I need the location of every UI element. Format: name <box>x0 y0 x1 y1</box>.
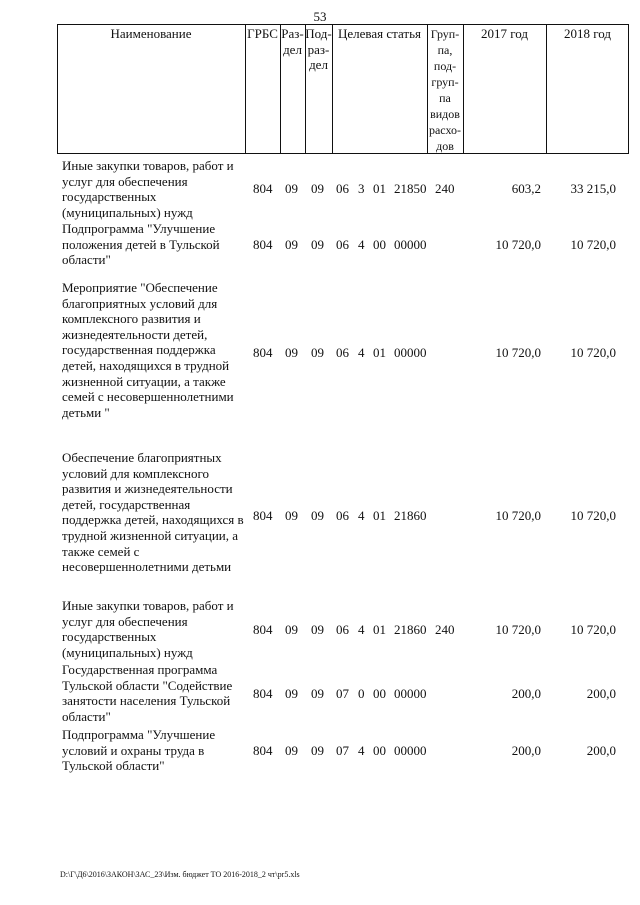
row-target-direction: 00000 <box>394 743 427 758</box>
row-value-2017: 10 720,0 <box>495 345 541 360</box>
row-name: Обеспечение благоприятных условий для комплексного развития и жизнедеятельности детей, государственная поддержка детей, находящихся в трудной жизненной ситуации, а также семей с несовершеннолетними детьми <box>62 450 244 575</box>
row-grbs: 804 <box>253 508 273 523</box>
file-path-footer: D:\Г\Д6\2016\ЗАКОН\ЗАС_23\Изм. бюджет ТО 2016-2018_2 чт\pr5.xls <box>60 870 300 879</box>
row-target-program: 06 <box>336 181 349 196</box>
header-group: Груп- па, под- груп- па видов расхо- дов <box>428 27 462 153</box>
row-target-program: 06 <box>336 508 349 523</box>
header-grbs: ГРБС <box>247 26 278 41</box>
row-value-2017: 10 720,0 <box>495 622 541 637</box>
row-target-subprogram: 3 <box>358 181 365 196</box>
row-podrazdel: 09 <box>311 508 324 523</box>
row-target-direction: 00000 <box>394 345 427 360</box>
row-grbs: 804 <box>253 743 273 758</box>
row-value-2018: 10 720,0 <box>570 237 616 252</box>
row-razdel: 09 <box>285 181 298 196</box>
row-target-event: 00 <box>373 237 386 252</box>
row-target-event: 01 <box>373 622 386 637</box>
row-target-direction: 21850 <box>394 181 427 196</box>
row-value-2018: 33 215,0 <box>570 181 616 196</box>
row-value-2018: 10 720,0 <box>570 345 616 360</box>
row-grbs: 804 <box>253 686 273 701</box>
row-target-program: 07 <box>336 686 349 701</box>
page-number: 53 <box>313 9 327 24</box>
row-razdel: 09 <box>285 508 298 523</box>
header-divider <box>463 24 464 154</box>
row-grbs: 804 <box>253 181 273 196</box>
row-target-program: 06 <box>336 622 349 637</box>
header-divider <box>332 24 333 154</box>
row-name: Государственная программа Тульской области "Содействие занятости населения Тульской области" <box>62 662 233 724</box>
row-group: 240 <box>435 181 455 196</box>
header-divider <box>546 24 547 154</box>
row-podrazdel: 09 <box>311 181 324 196</box>
row-name: Иные закупки товаров, работ и услуг для обеспечения государственных (муниципальных) нужд <box>62 158 234 220</box>
row-razdel: 09 <box>285 345 298 360</box>
row-grbs: 804 <box>253 237 273 252</box>
row-target-subprogram: 4 <box>358 237 365 252</box>
row-target-direction: 21860 <box>394 508 427 523</box>
header-target: Целевая статья <box>337 26 421 41</box>
row-podrazdel: 09 <box>311 237 324 252</box>
row-razdel: 09 <box>285 237 298 252</box>
row-value-2017: 200,0 <box>511 743 541 758</box>
row-target-event: 01 <box>373 345 386 360</box>
row-target-event: 00 <box>373 686 386 701</box>
row-target-program: 06 <box>336 345 349 360</box>
row-target-program: 07 <box>336 743 349 758</box>
row-grbs: 804 <box>253 622 273 637</box>
row-target-direction: 21860 <box>394 622 427 637</box>
row-target-event: 00 <box>373 743 386 758</box>
row-razdel: 09 <box>285 622 298 637</box>
header-border <box>57 24 629 154</box>
row-target-program: 06 <box>336 237 349 252</box>
row-target-subprogram: 4 <box>358 622 365 637</box>
row-value-2017: 200,0 <box>511 686 541 701</box>
row-podrazdel: 09 <box>311 686 324 701</box>
row-target-subprogram: 0 <box>358 686 365 701</box>
row-podrazdel: 09 <box>311 345 324 360</box>
row-target-direction: 00000 <box>394 686 427 701</box>
row-podrazdel: 09 <box>311 622 324 637</box>
row-target-direction: 00000 <box>394 237 427 252</box>
row-razdel: 09 <box>285 743 298 758</box>
row-name: Подпрограмма "Улучшение условий и охраны труда в Тульской области" <box>62 727 216 774</box>
header-name: Наименование <box>110 26 192 41</box>
header-2017: 2017 год <box>481 26 528 41</box>
row-name: Иные закупки товаров, работ и услуг для обеспечения государственных (муниципальных) нужд <box>62 598 234 660</box>
row-grbs: 804 <box>253 345 273 360</box>
row-target-event: 01 <box>373 181 386 196</box>
row-target-event: 01 <box>373 508 386 523</box>
row-value-2018: 200,0 <box>586 743 616 758</box>
row-value-2018: 200,0 <box>586 686 616 701</box>
row-value-2018: 10 720,0 <box>570 508 616 523</box>
header-podrazdel: Под- раз- дел <box>305 26 332 72</box>
row-podrazdel: 09 <box>311 743 324 758</box>
row-target-subprogram: 4 <box>358 508 365 523</box>
row-target-subprogram: 4 <box>358 743 365 758</box>
row-name: Подпрограмма "Улучшение положения детей в Тульской области" <box>62 221 220 268</box>
row-group: 240 <box>435 622 455 637</box>
row-value-2018: 10 720,0 <box>570 622 616 637</box>
row-value-2017: 10 720,0 <box>495 508 541 523</box>
header-divider <box>245 24 246 154</box>
row-target-subprogram: 4 <box>358 345 365 360</box>
header-2018: 2018 год <box>564 26 611 41</box>
row-razdel: 09 <box>285 686 298 701</box>
row-value-2017: 10 720,0 <box>495 237 541 252</box>
header-razdel: Раз- дел <box>281 26 304 57</box>
row-value-2017: 603,2 <box>511 181 541 196</box>
row-name: Мероприятие "Обеспечение благоприятных условий для комплексного развития и жизнедеятельности детей, государственная поддержка детей, находящихся в трудной жизненной ситуации, а также семей с несовершеннолетними детьми " <box>62 280 234 420</box>
